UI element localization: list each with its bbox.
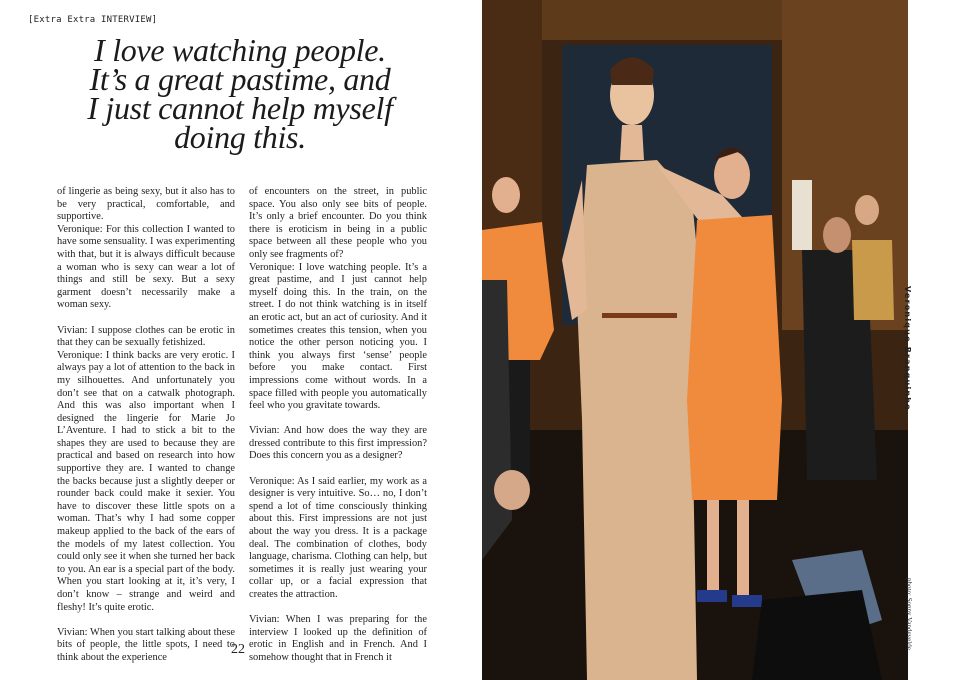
model-neck bbox=[620, 125, 644, 160]
pull-quote-line: I love watching people. bbox=[94, 32, 386, 68]
pull-quote-line: doing this. bbox=[174, 119, 306, 155]
model-head bbox=[714, 151, 750, 199]
text-column-right bbox=[249, 186, 427, 677]
paragraph: Vivian: And how does the way they are dressed contribute to this first impression? Does this concern you as a designer? bbox=[249, 425, 427, 462]
photo-credit: photo: Sonny Vandevelde bbox=[905, 578, 913, 650]
designer-name: Veronique bbox=[903, 286, 912, 343]
gold-dress bbox=[852, 240, 894, 320]
model-head bbox=[492, 177, 520, 213]
wall-panel bbox=[542, 0, 792, 40]
paragraph: Vivian: When I was preparing for the interview I looked up the definition of erotic in English and in French. And I somehow thought that in French it bbox=[249, 614, 427, 663]
paper-note bbox=[792, 180, 812, 250]
paragraph: Vivian: I suppose clothes can be erotic in that they can be sexually fetishized. bbox=[57, 324, 235, 349]
person-head bbox=[855, 195, 879, 225]
beige-gown bbox=[577, 160, 702, 680]
photo-illustration bbox=[482, 0, 908, 680]
bag bbox=[752, 590, 882, 680]
paragraph: of encounters on the street, in public space. You also only see bits of people. It’s only a brief encounter. Do you think there is eroticism in being in a public space between all these people who you only see fragments of? bbox=[249, 186, 427, 260]
paragraph: Veronique: As I said earlier, my work as a designer is very intuitive. So… no, I don’t spend a lot of time consciously thinking about this. First impressions are not just about the way you dress. It is a package deal. The combination of clothes, body language, charisma. Clothing can help, but sometimes it is really just wearing your collar up, or a facial expression that creates the attraction. bbox=[249, 475, 427, 600]
belt bbox=[602, 313, 677, 318]
pull-quote bbox=[40, 32, 440, 155]
pull-quote-line: I just cannot help myself bbox=[87, 90, 393, 126]
paragraph: Veronique: I love watching people. It’s a great pastime, and I just cannot help myself doing this. In the train, on the street. I do not think watching is in itself an erotic act, but an act of curiosity. And it sometimes creates this tension, when you notice the other person noticing you. I think you always first ‘sense’ people before you make contact. First impressions come without words. In a space filled with people you automatically feel who you gravitate towards. bbox=[249, 261, 427, 412]
page-number: 22 bbox=[231, 642, 245, 657]
paragraph: of lingerie as being sexy, but it also has to be very practical, comfortable, and supportive. bbox=[57, 186, 235, 223]
pull-quote-line: It’s a great pastime, and bbox=[89, 61, 391, 97]
section-tag: [Extra Extra INTERVIEW] bbox=[28, 15, 158, 25]
model-leg bbox=[737, 500, 749, 600]
backstage-photo bbox=[482, 0, 908, 680]
paragraph: Veronique: I think backs are very erotic. I always pay a lot of attention to the back in my silhouettes. And unfortunately you don’t see that on a catwalk photograph. And this was also important when I designed the lingerie for Marie Jo L’Aventure. I had to stick a bit to the shapes they are used to because they are practical and based on research into how supportive they are. I wanted to change the backs because just a slightly deeper or rounder back could make it sexier. You have to discover these little spots on a woman. That’s why I had some copper makeup applied to the back of the ears of the models of my latest collection. You could only see it when she turned her back to you. An ear is a special part of the body. When you start looking at it, it’s very, I don’t know – strange and weird and fleshy! It’s quite erotic. bbox=[57, 349, 235, 613]
paragraph: Veronique: For this collection I wanted to have some sensuality. I was experimenting with that, but it is always difficult because a woman who is sexy can wear a lot of things and still be sexy. But a sexy garment doesn’t necessarily make a woman sexy. bbox=[57, 223, 235, 311]
hand bbox=[494, 470, 530, 510]
blue-shoe bbox=[697, 590, 727, 602]
right-margin bbox=[908, 0, 963, 680]
orange-dress bbox=[687, 215, 782, 500]
paragraph: Vivian: When you start talking about these bits of people, the little spots, I need to think about the experience bbox=[57, 626, 235, 663]
person-dark bbox=[482, 280, 512, 560]
text-column-left bbox=[57, 186, 235, 677]
model-leg bbox=[707, 500, 719, 600]
blue-shoe bbox=[732, 595, 762, 607]
person-head bbox=[823, 217, 851, 253]
